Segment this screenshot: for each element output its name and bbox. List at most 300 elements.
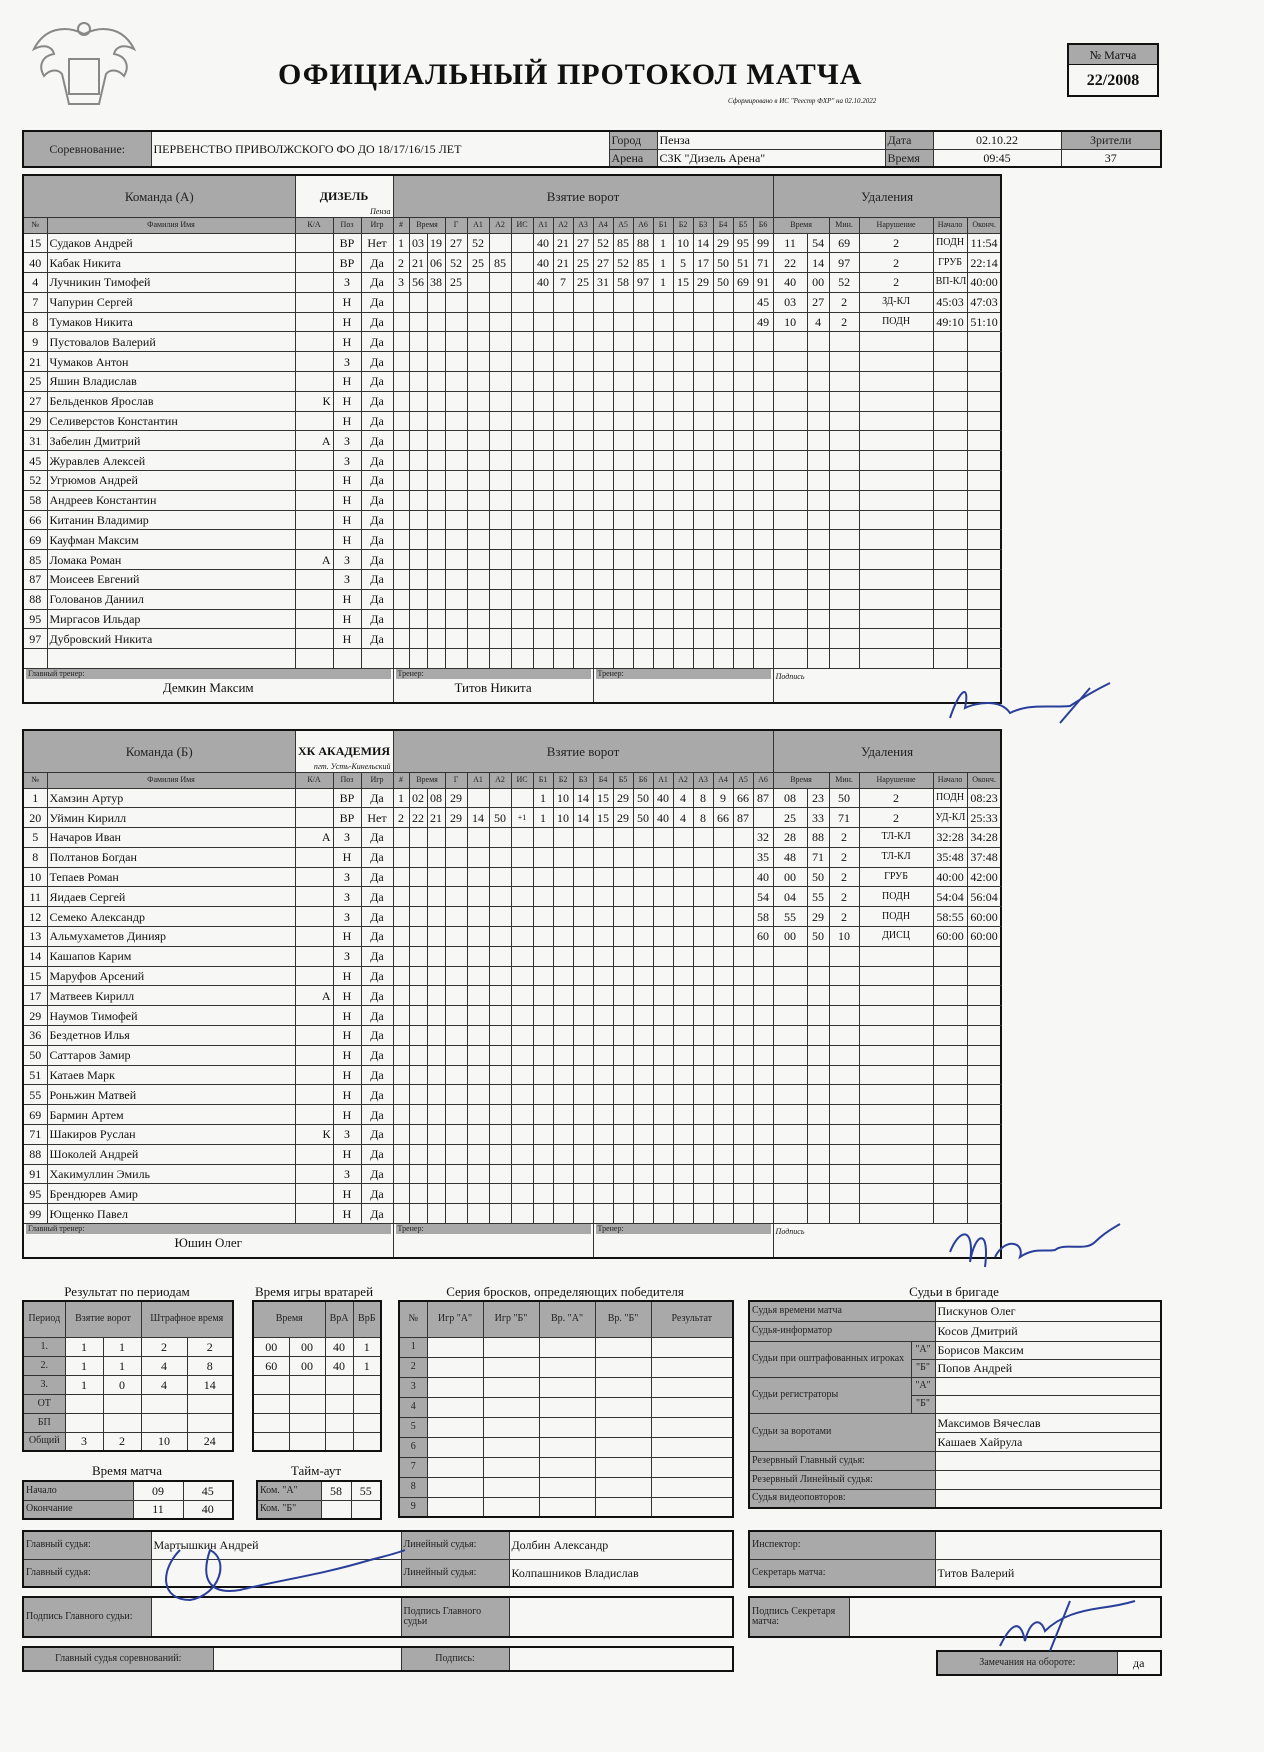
team_a-goal-onice: 40 bbox=[533, 253, 553, 273]
shootout-num: 9 bbox=[399, 1497, 427, 1517]
team_b-player-ka bbox=[295, 1065, 333, 1085]
team_a-goal-onice: 25 bbox=[573, 273, 593, 293]
team_a-h-name: Фамилия Имя bbox=[47, 217, 295, 233]
team_a-player-num: 66 bbox=[23, 510, 47, 530]
team_a-h-p_min: Мин. bbox=[829, 217, 859, 233]
team_a-h-g_hash: # bbox=[393, 217, 409, 233]
goalie-value: 40 bbox=[325, 1337, 353, 1356]
team_b-goal-onice: 40 bbox=[653, 808, 673, 828]
end-minute: 40 bbox=[183, 1500, 233, 1519]
team_a-player-num: 52 bbox=[23, 471, 47, 491]
team_b-pen-player: 50 bbox=[807, 867, 829, 887]
period-value: 1 bbox=[103, 1337, 141, 1356]
team_b-player-pos: З bbox=[333, 1164, 361, 1184]
team_b-h-onice-b-1: А2 bbox=[673, 772, 693, 788]
team_a-pen-start-s: 14 bbox=[985, 255, 998, 270]
time-label: Время bbox=[885, 149, 933, 167]
team_b-player-name: Хамзин Артур bbox=[47, 788, 295, 808]
team_a-player-play: Да bbox=[361, 372, 393, 392]
team_b-player-play: Да bbox=[361, 887, 393, 907]
team_b-h-onice-a-2: Б3 bbox=[573, 772, 593, 788]
team_b-player-num: 88 bbox=[23, 1144, 47, 1164]
fhr-emblem-icon bbox=[24, 14, 144, 124]
team_b-pen-min: 60 bbox=[753, 927, 773, 947]
team_a-pen-start: 11:54 bbox=[967, 233, 1001, 253]
team_b-goal-onice: 29 bbox=[613, 808, 633, 828]
main-referee-signature bbox=[150, 1540, 410, 1610]
timekeeper-label: Судья времени матча bbox=[749, 1301, 935, 1321]
team_b-player-ka bbox=[295, 1006, 333, 1026]
team_a-h-g_g: Г bbox=[445, 217, 467, 233]
team_a-player-ka bbox=[295, 490, 333, 510]
goalies-table bbox=[252, 1300, 382, 1452]
team_b-pen-start-s: 28 bbox=[951, 830, 964, 845]
informer-name: Косов Дмитрий bbox=[935, 1321, 1161, 1341]
team_a-h-onice-a-1: А2 bbox=[553, 217, 573, 233]
team_a-player-pos: ВР bbox=[333, 253, 361, 273]
team_b-pen-violation: ПОДН bbox=[933, 788, 967, 808]
team_a-player-name: Журавлев Алексей bbox=[47, 451, 295, 471]
team_a-goal-min: 21 bbox=[409, 253, 427, 273]
team_b-player-ka bbox=[295, 1164, 333, 1184]
team_b-pen-end-s: 48 bbox=[985, 850, 998, 865]
team_a-player-ka bbox=[295, 292, 333, 312]
video-judge-label: Судья видеоповторов: bbox=[749, 1489, 935, 1508]
team_b-penalties-header: Удаления bbox=[773, 730, 1001, 772]
team_a-goal-a1: 25 bbox=[467, 253, 489, 273]
team_b-h-pos: Поз bbox=[333, 772, 361, 788]
team_a-player-play: Да bbox=[361, 530, 393, 550]
remarks-value: да bbox=[1117, 1651, 1161, 1675]
team_a-goal-min: 03 bbox=[409, 233, 427, 253]
team_b-player-num: 5 bbox=[23, 828, 47, 848]
team_a-h-onice-b-0: Б1 bbox=[653, 217, 673, 233]
team_b-player-ka bbox=[295, 847, 333, 867]
team_b-player-play: Да bbox=[361, 788, 393, 808]
team_a-player-name: Андреев Константин bbox=[47, 490, 295, 510]
team_b-player-name: Роньжин Матвей bbox=[47, 1085, 295, 1105]
team_a-player-ka: К bbox=[295, 391, 333, 411]
team_a-player-ka bbox=[295, 629, 333, 649]
page-title: ОФИЦИАЛЬНЫЙ ПРОТОКОЛ МАТЧА bbox=[278, 58, 863, 91]
team_b-pen-player: 50 bbox=[829, 788, 859, 808]
team_b-h-onice-b-2: А3 bbox=[693, 772, 713, 788]
period-value: 2 bbox=[103, 1432, 141, 1451]
main-ref-sig-label: Подпись Главного судьи: bbox=[23, 1597, 151, 1637]
team_b-pen-player: 88 bbox=[807, 828, 829, 848]
team_a-h-gtime: Время bbox=[409, 217, 445, 233]
team_a-goal-onice: 85 bbox=[613, 233, 633, 253]
team_b-player-num: 99 bbox=[23, 1204, 47, 1224]
team_a-pen-min: 11 bbox=[773, 233, 807, 253]
team_a-h-play: Игр bbox=[361, 217, 393, 233]
team_a-pen-min: 40 bbox=[773, 273, 807, 293]
team_a-player-name: Дубровский Никита bbox=[47, 629, 295, 649]
team_a-player-play: Нет bbox=[361, 233, 393, 253]
team_b-pen-end-m: 37 bbox=[970, 850, 983, 865]
period-value bbox=[187, 1394, 233, 1413]
team_a-player-name: Забелин Дмитрий bbox=[47, 431, 295, 451]
team_b-pen-violation: ГРУБ bbox=[859, 867, 933, 887]
team_a-goal-onice: 52 bbox=[593, 233, 613, 253]
goalie-time-header: Время bbox=[253, 1301, 325, 1337]
goalie-value: 00 bbox=[289, 1356, 325, 1375]
team_b-player-name: Хакимуллин Эмиль bbox=[47, 1164, 295, 1184]
team_b-pen-sec: 00 bbox=[773, 867, 807, 887]
team_a-player-name: Селиверстов Константин bbox=[47, 411, 295, 431]
team_a-goal-sec: 06 bbox=[427, 253, 445, 273]
team_b-player-pos: Н bbox=[333, 1045, 361, 1065]
secretary-sig-label: Подпись Секретаря матча: bbox=[749, 1597, 849, 1637]
team_b-pen-mins: 2 bbox=[829, 887, 859, 907]
team_a-player-play bbox=[361, 649, 393, 669]
team_b-player-name: Уймин Кирилл bbox=[47, 808, 295, 828]
period-value: 2 bbox=[187, 1337, 233, 1356]
team_b-player-pos: Н bbox=[333, 1184, 361, 1204]
team_b-pen-sec: 55 bbox=[773, 907, 807, 927]
team_a-pen-start-m: 49 bbox=[936, 315, 949, 330]
timeout-a-minute: 55 bbox=[351, 1481, 381, 1500]
team_a-player-play: Да bbox=[361, 629, 393, 649]
team_a-pen-violation: ЗД-КЛ bbox=[859, 292, 933, 312]
team_b-player-ka bbox=[295, 927, 333, 947]
team_b-player-name: Матвеев Кирилл bbox=[47, 986, 295, 1006]
team_b-pen-mins: 2 bbox=[829, 847, 859, 867]
team_b-player-play: Да bbox=[361, 1164, 393, 1184]
team_a-coach2-label: Тренер: bbox=[596, 669, 771, 679]
team_b-goal-a2 bbox=[489, 788, 511, 808]
team_b-player-name: Яидаев Сергей bbox=[47, 887, 295, 907]
team_b-player-pos: ВР bbox=[333, 808, 361, 828]
team_b-pen-player: 50 bbox=[807, 927, 829, 947]
team_b-h-g_is: ИС bbox=[511, 772, 533, 788]
period-label: 3. bbox=[23, 1375, 65, 1394]
goal-judge-2: Кашаев Хайрула bbox=[935, 1432, 1161, 1451]
competition-label: Соревнование: bbox=[23, 131, 151, 167]
shootout-table bbox=[398, 1300, 734, 1518]
team_b-pen-player: 55 bbox=[807, 887, 829, 907]
team_a-pen-end: 47:03 bbox=[967, 292, 1001, 312]
reserve-line-label: Резервный Линейный судья: bbox=[749, 1470, 935, 1489]
team_a-player-ka bbox=[295, 332, 333, 352]
team_a-goal-onice: 58 bbox=[613, 273, 633, 293]
team_a-player-pos: З bbox=[333, 431, 361, 451]
team_b-player-num: 15 bbox=[23, 966, 47, 986]
team_b-player-ka bbox=[295, 1204, 333, 1224]
team_b-player-play: Да bbox=[361, 1085, 393, 1105]
team_b-h-p_viol: Нарушение bbox=[859, 772, 933, 788]
team_b-pen-start: 08:23 bbox=[967, 788, 1001, 808]
team_b-pen-start-m: 32 bbox=[936, 830, 949, 845]
team_b-pen-end: 60:00 bbox=[967, 927, 1001, 947]
team_a-player-play: Да bbox=[361, 292, 393, 312]
team_a-goal-onice: 50 bbox=[713, 253, 733, 273]
team_b-coach-cell bbox=[393, 1224, 593, 1258]
team_b-goal-onice: 4 bbox=[673, 808, 693, 828]
team_a-goal-num: 1 bbox=[393, 233, 409, 253]
team_b-goal-sec: 08 bbox=[427, 788, 445, 808]
team_b-goals-header: Взятие ворот bbox=[393, 730, 773, 772]
team_a-pen-sec: 54 bbox=[807, 233, 829, 253]
team_b-goal-num: 2 bbox=[393, 808, 409, 828]
team_b-pen-player: 71 bbox=[829, 808, 859, 828]
team_b-goal-onice: 1 bbox=[533, 788, 553, 808]
team_a-player-num: 29 bbox=[23, 411, 47, 431]
team_a-player-name bbox=[47, 649, 295, 669]
team_a-h-ptime: Время bbox=[773, 217, 829, 233]
team_b-h-g_hash: # bbox=[393, 772, 409, 788]
team_a-h-g_is: ИС bbox=[511, 217, 533, 233]
penbox-b-label: "Б" bbox=[911, 1359, 935, 1377]
team_a-player-name: Тумаков Никита bbox=[47, 312, 295, 332]
team_a-coach2-cell bbox=[593, 669, 773, 703]
team_b-goal-onice: 40 bbox=[653, 788, 673, 808]
team_b-player-num: 14 bbox=[23, 946, 47, 966]
period-value: 4 bbox=[141, 1356, 187, 1375]
period-label: Общий bbox=[23, 1432, 65, 1451]
team_a-player-num: 21 bbox=[23, 352, 47, 372]
team_b-pen-player: 29 bbox=[807, 907, 829, 927]
start-label: Начало bbox=[23, 1481, 133, 1500]
team_b-h-onice-a-4: Б5 bbox=[613, 772, 633, 788]
team_b-pen-start-m: 60 bbox=[936, 929, 949, 944]
team_b-pen-mins: 2 bbox=[859, 788, 933, 808]
team_a-player-pos: З bbox=[333, 273, 361, 293]
team_b-player-ka: А bbox=[295, 828, 333, 848]
team_b-player-name: Саттаров Замир bbox=[47, 1045, 295, 1065]
reserve-main-label: Резервный Главный судья: bbox=[749, 1451, 935, 1470]
team_b-player-name: Брендюрев Амир bbox=[47, 1184, 295, 1204]
periods-title: Результат по периодам bbox=[64, 1284, 190, 1299]
team_a-player-play: Да bbox=[361, 510, 393, 530]
team_b-pen-min: 40 bbox=[753, 867, 773, 887]
period-label: БП bbox=[23, 1413, 65, 1432]
team_a-goal-onice: 91 bbox=[753, 273, 773, 293]
team_a-goal-a1: 52 bbox=[467, 233, 489, 253]
team_a-player-num: 8 bbox=[23, 312, 47, 332]
team_b-pen-end: 56:04 bbox=[967, 887, 1001, 907]
team_b-goal-onice: 87 bbox=[753, 788, 773, 808]
team_a-player-num: 40 bbox=[23, 253, 47, 273]
team_b-pen-sec: 23 bbox=[807, 788, 829, 808]
team_b-pen-start-m: 25 bbox=[970, 810, 983, 825]
team_a-player-ka bbox=[295, 451, 333, 471]
team_b-goal-onice: 8 bbox=[693, 808, 713, 828]
penbox-a-name: Борисов Максим bbox=[935, 1341, 1161, 1359]
team_a-player-num: 45 bbox=[23, 451, 47, 471]
team_b-pen-start-s: 55 bbox=[951, 909, 964, 924]
team_a-player-ka bbox=[295, 253, 333, 273]
team_b-pen-min: 32 bbox=[753, 828, 773, 848]
team_a-pen-start-s: 54 bbox=[985, 235, 998, 250]
team_b-goal-onice: 66 bbox=[713, 808, 733, 828]
team_a-player-play: Да bbox=[361, 431, 393, 451]
team_b-player-name: Ющенко Павел bbox=[47, 1204, 295, 1224]
team_a-player-num: 31 bbox=[23, 431, 47, 451]
team_b-player-play: Да bbox=[361, 927, 393, 947]
team_a-pen-sec: 10 bbox=[773, 312, 807, 332]
penbox-b-name: Попов Андрей bbox=[935, 1359, 1161, 1377]
team_a-goal-onice: 31 bbox=[593, 273, 613, 293]
match-info-table bbox=[22, 130, 1162, 168]
team_a-player-ka bbox=[295, 352, 333, 372]
team_a-player-name: Китанин Владимир bbox=[47, 510, 295, 530]
city-label: Город bbox=[609, 131, 657, 149]
team_b-goal-onice: 87 bbox=[733, 808, 753, 828]
team_b-player-ka: К bbox=[295, 1125, 333, 1145]
team_b-goal-onice: 14 bbox=[573, 788, 593, 808]
team_b-pen-start-m: 58 bbox=[936, 909, 949, 924]
period-value: 1 bbox=[65, 1375, 103, 1394]
signature-label: Подпись: bbox=[401, 1647, 509, 1671]
team_b-player-num: 20 bbox=[23, 808, 47, 828]
team_b-h-onice-a-0: Б1 bbox=[533, 772, 553, 788]
date-value: 02.10.22 bbox=[933, 131, 1061, 149]
team_b-pen-end-s: 00 bbox=[985, 929, 998, 944]
team_b-player-play: Да bbox=[361, 1144, 393, 1164]
team_a-h-onice-b-4: Б5 bbox=[733, 217, 753, 233]
team_b-player-play: Да bbox=[361, 986, 393, 1006]
goalie-value: 00 bbox=[253, 1337, 289, 1356]
goal-judges-label: Судьи за воротами bbox=[749, 1413, 935, 1451]
team_b-pen-sec: 33 bbox=[807, 808, 829, 828]
arena-label: Арена bbox=[609, 149, 657, 167]
goalie-value: 1 bbox=[353, 1337, 381, 1356]
team_b-h-onice-b-5: А6 bbox=[753, 772, 773, 788]
team_a-pen-violation: ПОДН bbox=[933, 233, 967, 253]
team_a-player-play: Да bbox=[361, 411, 393, 431]
team_b-goal-onice: 15 bbox=[593, 788, 613, 808]
shootout-num: 7 bbox=[399, 1457, 427, 1477]
team_b-player-name: Бездетнов Илья bbox=[47, 1026, 295, 1046]
team_b-h-p_start: Начало bbox=[933, 772, 967, 788]
team_a-h-onice-b-5: Б6 bbox=[753, 217, 773, 233]
team_a-goal-onice: 40 bbox=[533, 273, 553, 293]
team_a-player-num: 87 bbox=[23, 570, 47, 590]
team_a-pen-start: 49:10 bbox=[933, 312, 967, 332]
periods-table bbox=[22, 1300, 234, 1452]
team_b-player-ka bbox=[295, 1085, 333, 1105]
team_a-pen-end: 51:10 bbox=[967, 312, 1001, 332]
team_b-pen-start-s: 48 bbox=[951, 850, 964, 865]
team_a-goal-onice: 21 bbox=[553, 253, 573, 273]
team_a-pen-sec: 00 bbox=[807, 273, 829, 293]
team_a-pen-min: 22 bbox=[773, 253, 807, 273]
main-ref-sig-label-2: Подпись Главного судьи bbox=[401, 1597, 509, 1637]
team_a-player-name: Угрюмов Андрей bbox=[47, 471, 295, 491]
team_a-player-ka: А bbox=[295, 431, 333, 451]
team_b-player-num: 91 bbox=[23, 1164, 47, 1184]
shootout-header: Игр "А" bbox=[427, 1301, 483, 1337]
team_b-pen-mins: 2 bbox=[829, 907, 859, 927]
team_b-goal-onice: 4 bbox=[673, 788, 693, 808]
period-value: 4 bbox=[141, 1375, 187, 1394]
end-label: Окончание bbox=[23, 1500, 133, 1519]
team_a-player-name: Миргасов Ильдар bbox=[47, 609, 295, 629]
team_a-pen-start-m: 45 bbox=[936, 295, 949, 310]
period-value bbox=[65, 1394, 103, 1413]
team_a-player-ka bbox=[295, 312, 333, 332]
team_a-goal-a2 bbox=[489, 233, 511, 253]
team_a-goal-onice: 69 bbox=[733, 273, 753, 293]
team_a-goal-onice: 1 bbox=[653, 253, 673, 273]
team_b-pen-violation: ТЛ-КЛ bbox=[859, 847, 933, 867]
team_a-player-num: 27 bbox=[23, 391, 47, 411]
team_b-player-play: Да bbox=[361, 946, 393, 966]
team_a-coach-cell bbox=[393, 669, 593, 703]
team_a-player-num bbox=[23, 649, 47, 669]
goal-judge-1: Максимов Вячеслав bbox=[935, 1413, 1161, 1432]
team_a-name-cell bbox=[295, 175, 393, 217]
team_a-h-p_end: Оконч. bbox=[967, 217, 1001, 233]
period-value: 1 bbox=[103, 1356, 141, 1375]
team_a-pen-mins: 2 bbox=[859, 273, 933, 293]
team_a-pen-end-m: 47 bbox=[970, 295, 983, 310]
goalie-vra-header: ВрА bbox=[325, 1301, 353, 1337]
team_b-player-ka bbox=[295, 887, 333, 907]
team_b-pen-start-s: 00 bbox=[951, 870, 964, 885]
team_a-goal-onice: 50 bbox=[713, 273, 733, 293]
team_b-goal-min: 02 bbox=[409, 788, 427, 808]
team_b-player-play: Да bbox=[361, 1184, 393, 1204]
team_a-h-num: № bbox=[23, 217, 47, 233]
team_b-pen-violation: ДИСЦ bbox=[859, 927, 933, 947]
team_b-pen-start-s: 33 bbox=[985, 810, 998, 825]
team_a-label: Команда (А) bbox=[23, 175, 295, 217]
team_b-goal-num: 1 bbox=[393, 788, 409, 808]
team_b-player-pos: Н bbox=[333, 1065, 361, 1085]
team_b-pen-min: 08 bbox=[773, 788, 807, 808]
team_b-h-gtime: Время bbox=[409, 772, 445, 788]
team_b-player-ka bbox=[295, 1026, 333, 1046]
team_a-goal-onice: 97 bbox=[633, 273, 653, 293]
team_a-goal-onice: 95 bbox=[733, 233, 753, 253]
team_a-player-num: 9 bbox=[23, 332, 47, 352]
penbox-label: Судьи при оштрафованных игроках bbox=[749, 1341, 911, 1377]
goalie-value: 60 bbox=[253, 1356, 289, 1375]
team_b-coach-label: Тренер: bbox=[396, 1224, 591, 1234]
team_b-h-g_a2: А2 bbox=[489, 772, 511, 788]
team_b-h-onice-b-3: А4 bbox=[713, 772, 733, 788]
team_b-pen-end-m: 60 bbox=[970, 929, 983, 944]
team_a-player-play: Да bbox=[361, 332, 393, 352]
team_b-player-play: Да bbox=[361, 1006, 393, 1026]
main-ref-1: Мартышкин Андрей bbox=[151, 1531, 401, 1559]
team_b-goal-sec: 21 bbox=[427, 808, 445, 828]
team_b-pen-start-m: 08 bbox=[970, 790, 983, 805]
team_a-player-pos: З bbox=[333, 570, 361, 590]
team_b-pen-start: 54:04 bbox=[933, 887, 967, 907]
team_a-h-onice-a-3: А4 bbox=[593, 217, 613, 233]
team_a-player-name: Ломака Роман bbox=[47, 550, 295, 570]
team_b-player-pos: З bbox=[333, 946, 361, 966]
team_a-player-name: Судаков Андрей bbox=[47, 233, 295, 253]
shootout-header: Игр "Б" bbox=[483, 1301, 539, 1337]
time-value: 09:45 bbox=[933, 149, 1061, 167]
goalie-value: 1 bbox=[353, 1356, 381, 1375]
team_a-player-pos: З bbox=[333, 451, 361, 471]
team_a-player-ka bbox=[295, 471, 333, 491]
team_b-goal-a1: 14 bbox=[467, 808, 489, 828]
team_b-player-play: Да bbox=[361, 1125, 393, 1145]
team_b-signature-label: Подпись bbox=[775, 1227, 805, 1237]
team_b-player-ka bbox=[295, 1144, 333, 1164]
team_b-player-pos: Н bbox=[333, 1006, 361, 1026]
team_a-player-ka bbox=[295, 649, 333, 669]
team_a-goal-onice: 1 bbox=[653, 273, 673, 293]
team_a-player-ka bbox=[295, 570, 333, 590]
team_a-h-ka: К/А bbox=[295, 217, 333, 233]
